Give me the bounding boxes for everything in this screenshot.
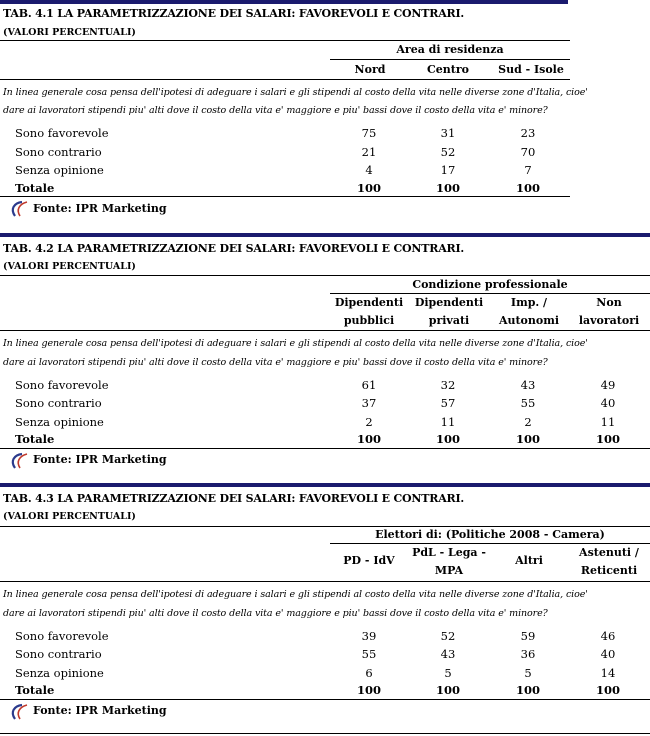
cell-value: 32 (440, 378, 456, 392)
cell-value: 7 (524, 163, 532, 177)
column-header-pdl-lega-mpa: PdL - Lega - MPA (412, 546, 486, 577)
table-bottom-rule (0, 196, 570, 197)
row-label: Sono favorevole (15, 126, 109, 140)
column-header-rule (0, 330, 650, 331)
row-label: Sono favorevole (15, 629, 109, 643)
table-title: TAB. 4.1 LA PARAMETRIZZAZIONE DEI SALARI: FAVOREVOLI E CONTRARI. (3, 7, 465, 20)
ipr-logo-icon (8, 703, 30, 721)
header-rule (0, 526, 650, 527)
table-bottom-rule (0, 448, 650, 449)
total-value: 100 (515, 683, 540, 697)
total-value: 100 (515, 432, 540, 446)
total-value: 100 (435, 432, 460, 446)
question-text-line1: In linea generale cosa pensa dell'ipotesi di adeguare i salari e gli stipendi al costo della vita nelle diverse zone d'Italia, cioe' (3, 338, 588, 349)
total-value: 100 (435, 181, 460, 195)
group-header: Elettori di: (Politiche 2008 - Camera) (375, 528, 605, 541)
table-subtitle: (VALORI PERCENTUALI) (3, 27, 136, 38)
cell-value: 61 (361, 378, 377, 392)
cell-value: 31 (440, 126, 456, 140)
cell-value: 40 (600, 647, 616, 661)
column-header-altri: Altri (515, 554, 543, 567)
table-bottom-rule (0, 699, 650, 700)
question-text-line1: In linea generale cosa pensa dell'ipotesi di adeguare i salari e gli stipendi al costo della vita nelle diverse zone d'Italia, cioe' (3, 87, 588, 98)
row-label: Sono contrario (15, 145, 102, 159)
table-top-bar (0, 233, 650, 237)
total-value: 100 (595, 683, 620, 697)
cell-value: 2 (365, 415, 373, 429)
cell-value: 11 (600, 415, 616, 429)
column-header-imp-autonomi: Imp. / Autonomi (498, 296, 560, 327)
cell-value: 4 (365, 163, 373, 177)
row-label: Senza opinione (15, 666, 104, 680)
column-header-non-lavoratori: Non lavoratori (578, 296, 640, 327)
row-label: Senza opinione (15, 163, 104, 177)
cell-value: 39 (361, 629, 377, 643)
row-label: Sono favorevole (15, 378, 109, 392)
total-value: 100 (435, 683, 460, 697)
column-header-rule (0, 79, 570, 80)
cell-value: 52 (440, 629, 456, 643)
group-header: Condizione professionale (412, 278, 568, 291)
table-title: TAB. 4.3 LA PARAMETRIZZAZIONE DEI SALARI: FAVOREVOLI E CONTRARI. (3, 492, 465, 505)
question-text-line2: dare ai lavoratori stipendi piu' alti dove il costo della vita e' maggiore e piu' bassi dove il costo della vita e' minore? (3, 357, 548, 368)
cell-value: 2 (524, 415, 532, 429)
total-value: 100 (356, 432, 381, 446)
cell-value: 6 (365, 666, 373, 680)
cell-value: 21 (361, 145, 377, 159)
source-note: Fonte: IPR Marketing (33, 202, 167, 215)
cell-value: 55 (361, 647, 377, 661)
question-text-line2: dare ai lavoratori stipendi piu' alti dove il costo della vita e' maggiore e piu' bassi dove il costo della vita e' minore? (3, 608, 548, 619)
table-title: TAB. 4.2 LA PARAMETRIZZAZIONE DEI SALARI: FAVOREVOLI E CONTRARI. (3, 242, 465, 255)
total-value: 100 (356, 683, 381, 697)
group-rule (330, 59, 570, 60)
cell-value: 52 (440, 145, 456, 159)
table-subtitle: (VALORI PERCENTUALI) (3, 511, 136, 522)
cell-value: 36 (520, 647, 536, 661)
cell-value: 59 (520, 629, 536, 643)
row-label: Senza opinione (15, 415, 104, 429)
cell-value: 46 (600, 629, 616, 643)
cell-value: 49 (600, 378, 616, 392)
ipr-logo-icon (8, 452, 30, 470)
page-bottom-rule (0, 733, 650, 734)
cell-value: 55 (520, 396, 536, 410)
cell-value: 11 (440, 415, 456, 429)
table-subtitle: (VALORI PERCENTUALI) (3, 261, 136, 272)
cell-value: 37 (361, 396, 377, 410)
cell-value: 43 (520, 378, 536, 392)
cell-value: 43 (440, 647, 456, 661)
column-header-dipendenti-pubblici: Dipendenti pubblici (334, 296, 404, 327)
total-label: Totale (15, 181, 55, 195)
cell-value: 17 (440, 163, 456, 177)
cell-value: 5 (524, 666, 532, 680)
header-rule (0, 40, 570, 41)
header-rule (0, 275, 650, 276)
cell-value: 70 (520, 145, 536, 159)
column-header-astenuti-reticenti: Astenuti / Reticenti (579, 546, 639, 577)
total-value: 100 (356, 181, 381, 195)
cell-value: 23 (520, 126, 536, 140)
column-header-centro: Centro (427, 63, 469, 76)
row-label: Sono contrario (15, 647, 102, 661)
total-label: Totale (15, 432, 55, 446)
column-header-rule (0, 581, 650, 582)
column-header-pd-idv: PD - IdV (343, 554, 395, 567)
total-label: Totale (15, 683, 55, 697)
table-top-bar (0, 483, 650, 487)
ipr-logo-icon (8, 200, 30, 218)
source-note: Fonte: IPR Marketing (33, 453, 167, 466)
question-text-line1: In linea generale cosa pensa dell'ipotesi di adeguare i salari e gli stipendi al costo della vita nelle diverse zone d'Italia, cioe' (3, 589, 588, 600)
cell-value: 14 (600, 666, 616, 680)
row-label: Sono contrario (15, 396, 102, 410)
group-header: Area di residenza (396, 43, 504, 56)
cell-value: 57 (440, 396, 456, 410)
source-note: Fonte: IPR Marketing (33, 704, 167, 717)
cell-value: 5 (444, 666, 452, 680)
cell-value: 40 (600, 396, 616, 410)
cell-value: 75 (361, 126, 377, 140)
table-top-bar (0, 0, 568, 4)
total-value: 100 (595, 432, 620, 446)
total-value: 100 (515, 181, 540, 195)
column-header-sud-isole: Sud - Isole (498, 63, 564, 76)
column-header-dipendenti-privati: Dipendenti privati (414, 296, 484, 327)
column-header-nord: Nord (354, 63, 386, 76)
question-text-line2: dare ai lavoratori stipendi piu' alti dove il costo della vita e' maggiore e piu' bassi dove il costo della vita e' minore? (3, 105, 548, 116)
